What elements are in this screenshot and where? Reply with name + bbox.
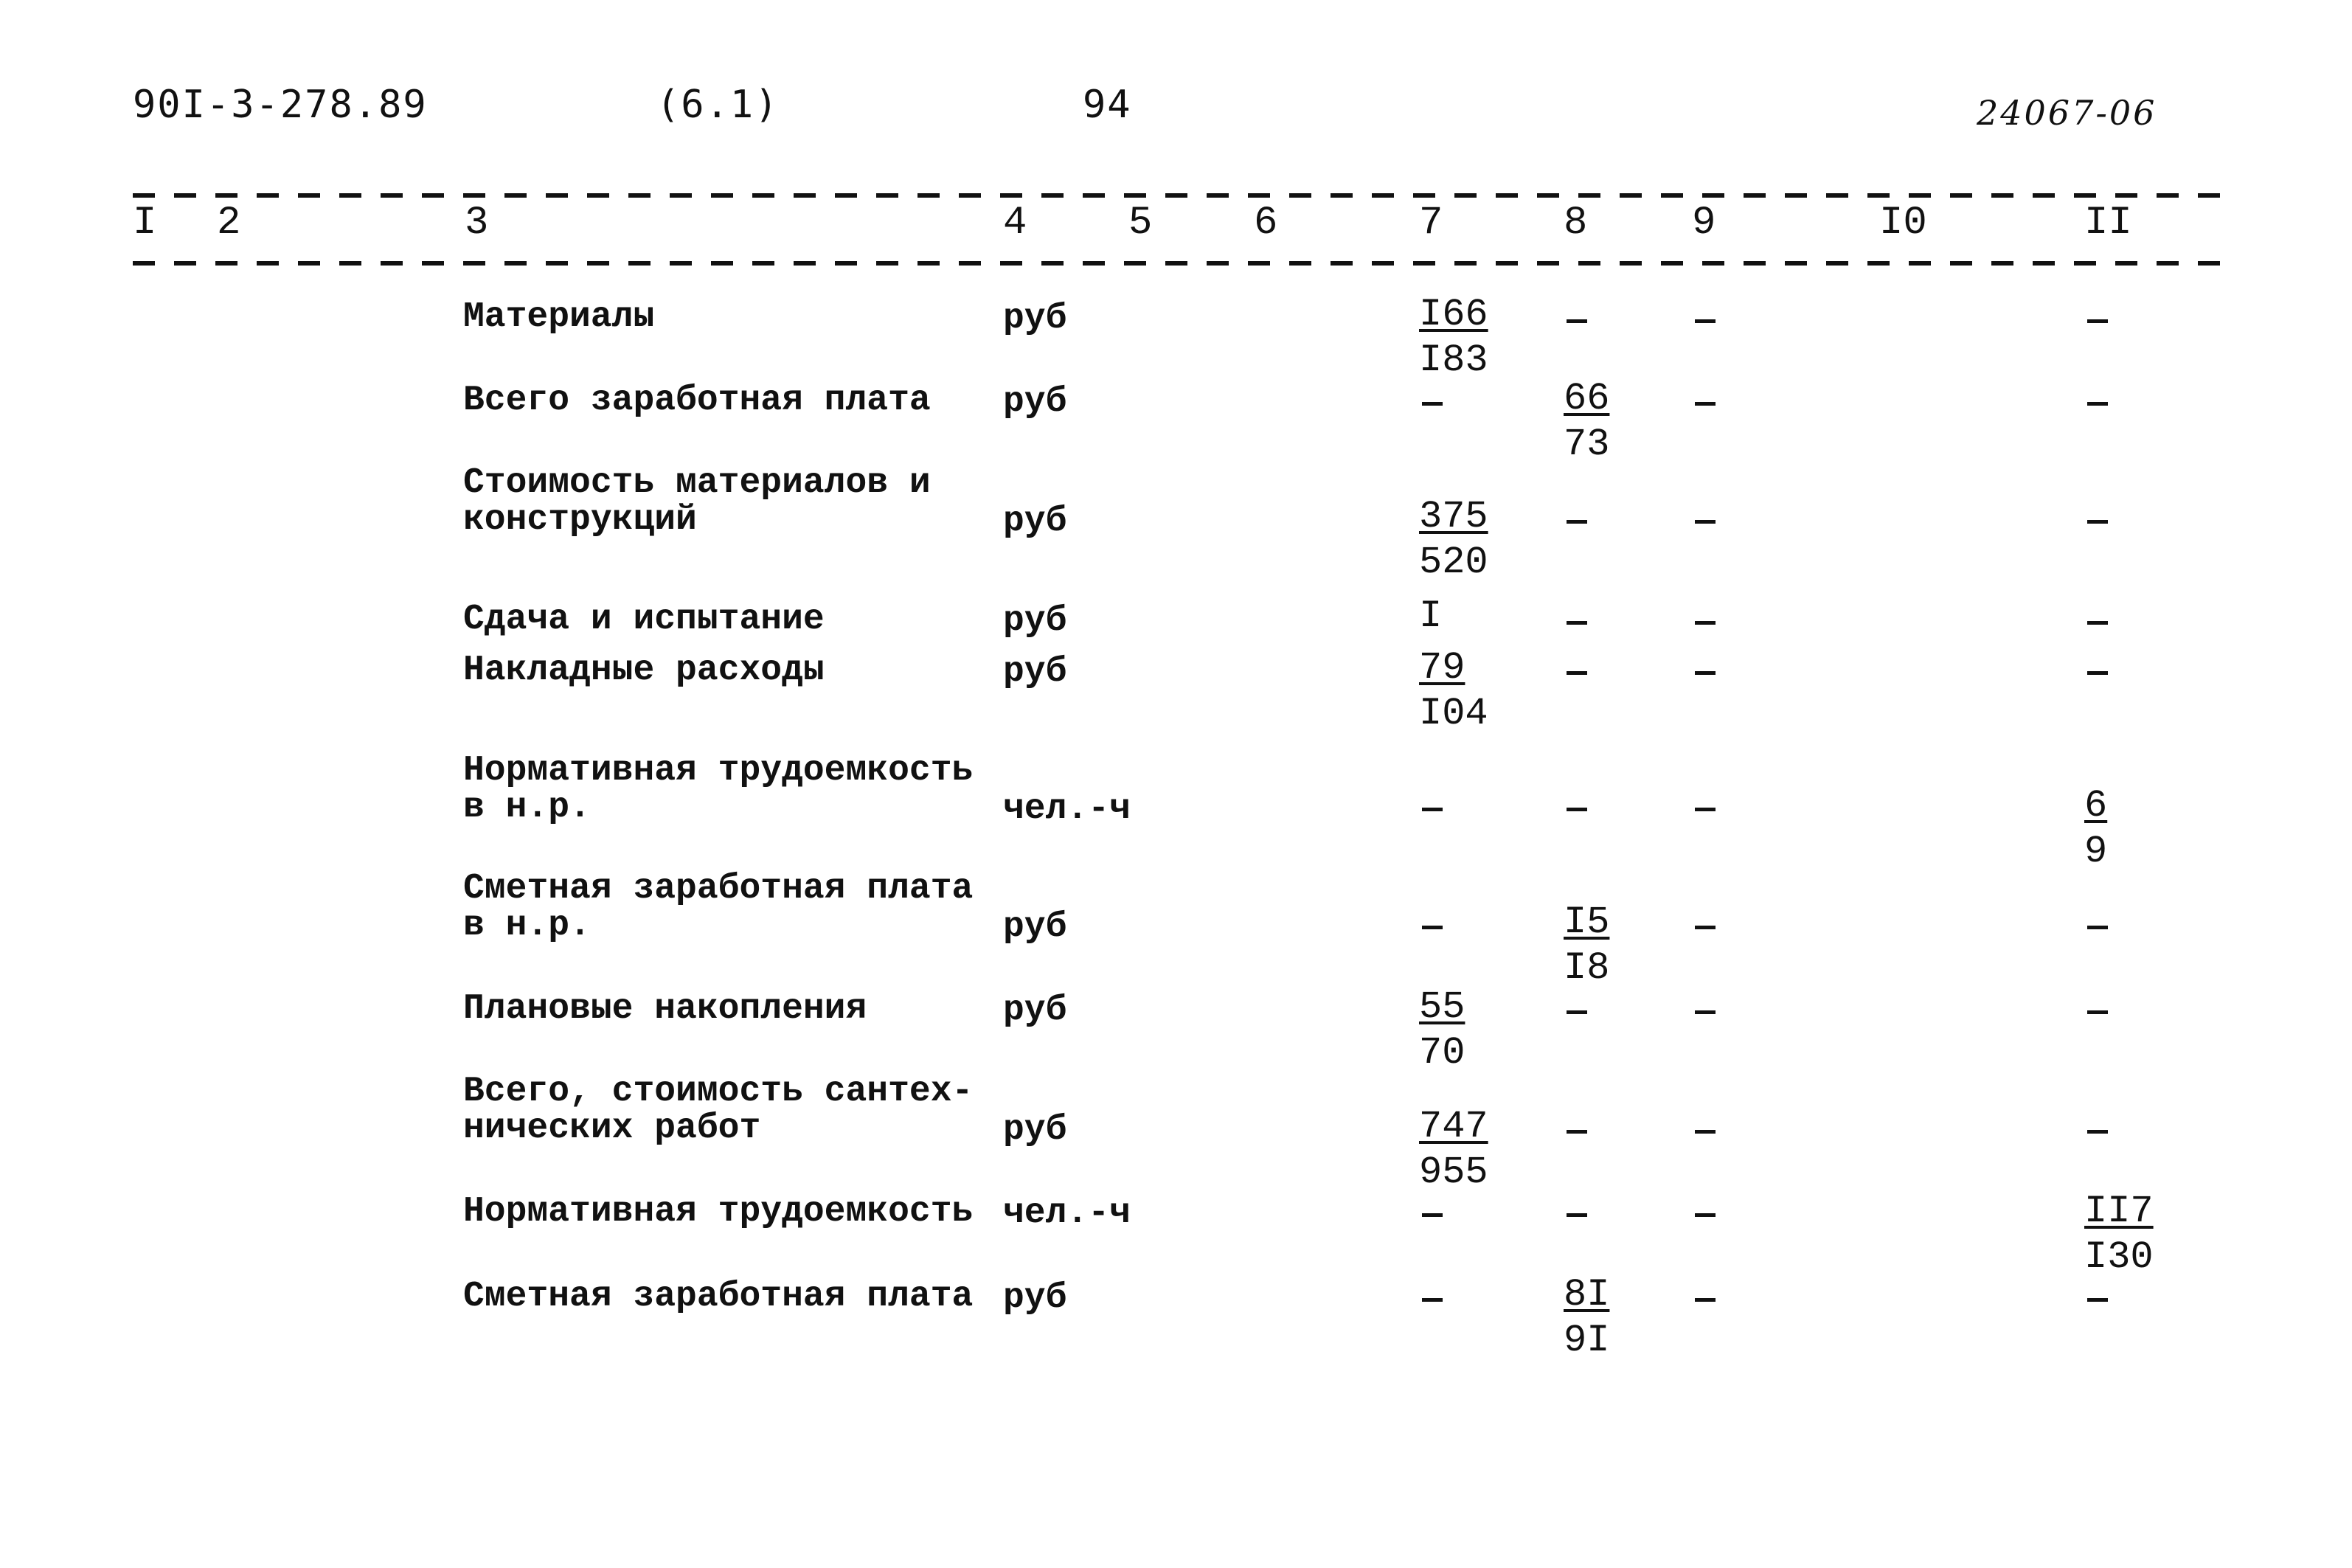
cell-col8-dash: [1567, 319, 1587, 323]
cell-col8: I5 I8: [1564, 901, 1610, 990]
row-unit: чел.-ч: [1003, 1193, 1131, 1233]
row-description: Стоимость материалов и конструкций: [463, 463, 931, 540]
cell-col8-dash: [1567, 621, 1587, 625]
row-description: Накладные расходы: [463, 651, 825, 690]
page-number: 94: [1083, 83, 1132, 127]
cell-col7-dash: [1422, 402, 1443, 406]
cell-col7: 747 955: [1419, 1105, 1488, 1194]
row-unit: руб: [1003, 652, 1067, 692]
cell-col9-dash: [1695, 520, 1716, 524]
cell-col11-dash: [2087, 402, 2108, 406]
row-unit: руб: [1003, 1110, 1067, 1150]
cell-col8: 66 73: [1564, 377, 1610, 466]
cell-col11-dash: [2087, 671, 2108, 675]
cell-col9-dash: [1695, 319, 1716, 323]
cell-col11-dash: [2087, 1010, 2108, 1014]
cell-col9-dash: [1695, 621, 1716, 625]
cell-col8-dash: [1567, 1130, 1587, 1134]
row-description: Материалы: [463, 297, 655, 337]
row-description: Сметная заработная плата: [463, 1277, 974, 1317]
col-header-2: 2: [217, 201, 241, 246]
cell-col9-dash: [1695, 671, 1716, 675]
cell-col9-dash: [1695, 402, 1716, 406]
row-unit: руб: [1003, 907, 1067, 947]
cell-col8-dash: [1567, 671, 1587, 675]
col-header-10: I0: [1879, 201, 1927, 246]
cell-col8-dash: [1567, 1010, 1587, 1014]
col-header-6: 6: [1254, 201, 1278, 246]
cell-col8-dash: [1567, 808, 1587, 811]
cell-col9-dash: [1695, 1298, 1716, 1302]
row-unit: руб: [1003, 1278, 1067, 1318]
cell-col7-dash: [1422, 926, 1443, 929]
row-unit: руб: [1003, 382, 1067, 422]
section-number: (6.1): [656, 83, 780, 127]
col-header-9: 9: [1692, 201, 1716, 246]
cell-col8-dash: [1567, 1213, 1587, 1217]
row-unit: руб: [1003, 299, 1067, 339]
cell-col11-dash: [2087, 520, 2108, 524]
cell-col9-dash: [1695, 1130, 1716, 1134]
header-top-rule: [133, 193, 2227, 198]
cell-col7: I66 I83: [1419, 293, 1488, 382]
cell-col11: 6 9: [2084, 784, 2108, 873]
col-header-1: I: [133, 201, 157, 246]
cell-col9-dash: [1695, 808, 1716, 811]
row-unit: руб: [1003, 601, 1067, 641]
cell-col7-dash: [1422, 808, 1443, 811]
cell-col11-dash: [2087, 319, 2108, 323]
row-description: Сметная заработная плата в н.р.: [463, 869, 974, 946]
doc-code: 90I-3-278.89: [133, 83, 428, 127]
row-unit: руб: [1003, 502, 1067, 541]
cell-col7: 79 I04: [1419, 646, 1488, 735]
col-header-8: 8: [1564, 201, 1588, 246]
row-description: Нормативная трудоемкость в н.р.: [463, 751, 974, 828]
cell-col11-dash: [2087, 1298, 2108, 1302]
cell-col9-dash: [1695, 926, 1716, 929]
cell-col11-dash: [2087, 926, 2108, 929]
cell-col7-dash: [1422, 1298, 1443, 1302]
cell-col11-dash: [2087, 621, 2108, 625]
cell-col9-dash: [1695, 1213, 1716, 1217]
col-header-11: II: [2084, 201, 2132, 246]
cell-col9-dash: [1695, 1010, 1716, 1014]
col-header-7: 7: [1419, 201, 1443, 246]
cell-col7: 375 520: [1419, 495, 1488, 584]
row-unit: руб: [1003, 991, 1067, 1030]
row-description: Всего, стоимость сантех- нических работ: [463, 1072, 974, 1148]
row-description: Плановые накопления: [463, 989, 867, 1029]
row-description: Всего заработная плата: [463, 381, 931, 420]
header-bottom-rule: [133, 261, 2227, 266]
cell-col7: I: [1419, 594, 1443, 638]
reference-number: 24067-06: [1977, 93, 2157, 133]
col-header-4: 4: [1003, 201, 1027, 246]
row-description: Сдача и испытание: [463, 600, 825, 639]
cell-col8: 8I 9I: [1564, 1273, 1610, 1362]
cell-col7-dash: [1422, 1213, 1443, 1217]
cell-col11-dash: [2087, 1130, 2108, 1134]
cell-col8-dash: [1567, 520, 1587, 524]
col-header-3: 3: [465, 201, 489, 246]
row-unit: чел.-ч: [1003, 789, 1131, 829]
cell-col7: 55 70: [1419, 985, 1465, 1075]
cell-col11: II7 I30: [2084, 1190, 2154, 1279]
row-description: Нормативная трудоемкость: [463, 1192, 974, 1232]
col-header-5: 5: [1128, 201, 1153, 246]
